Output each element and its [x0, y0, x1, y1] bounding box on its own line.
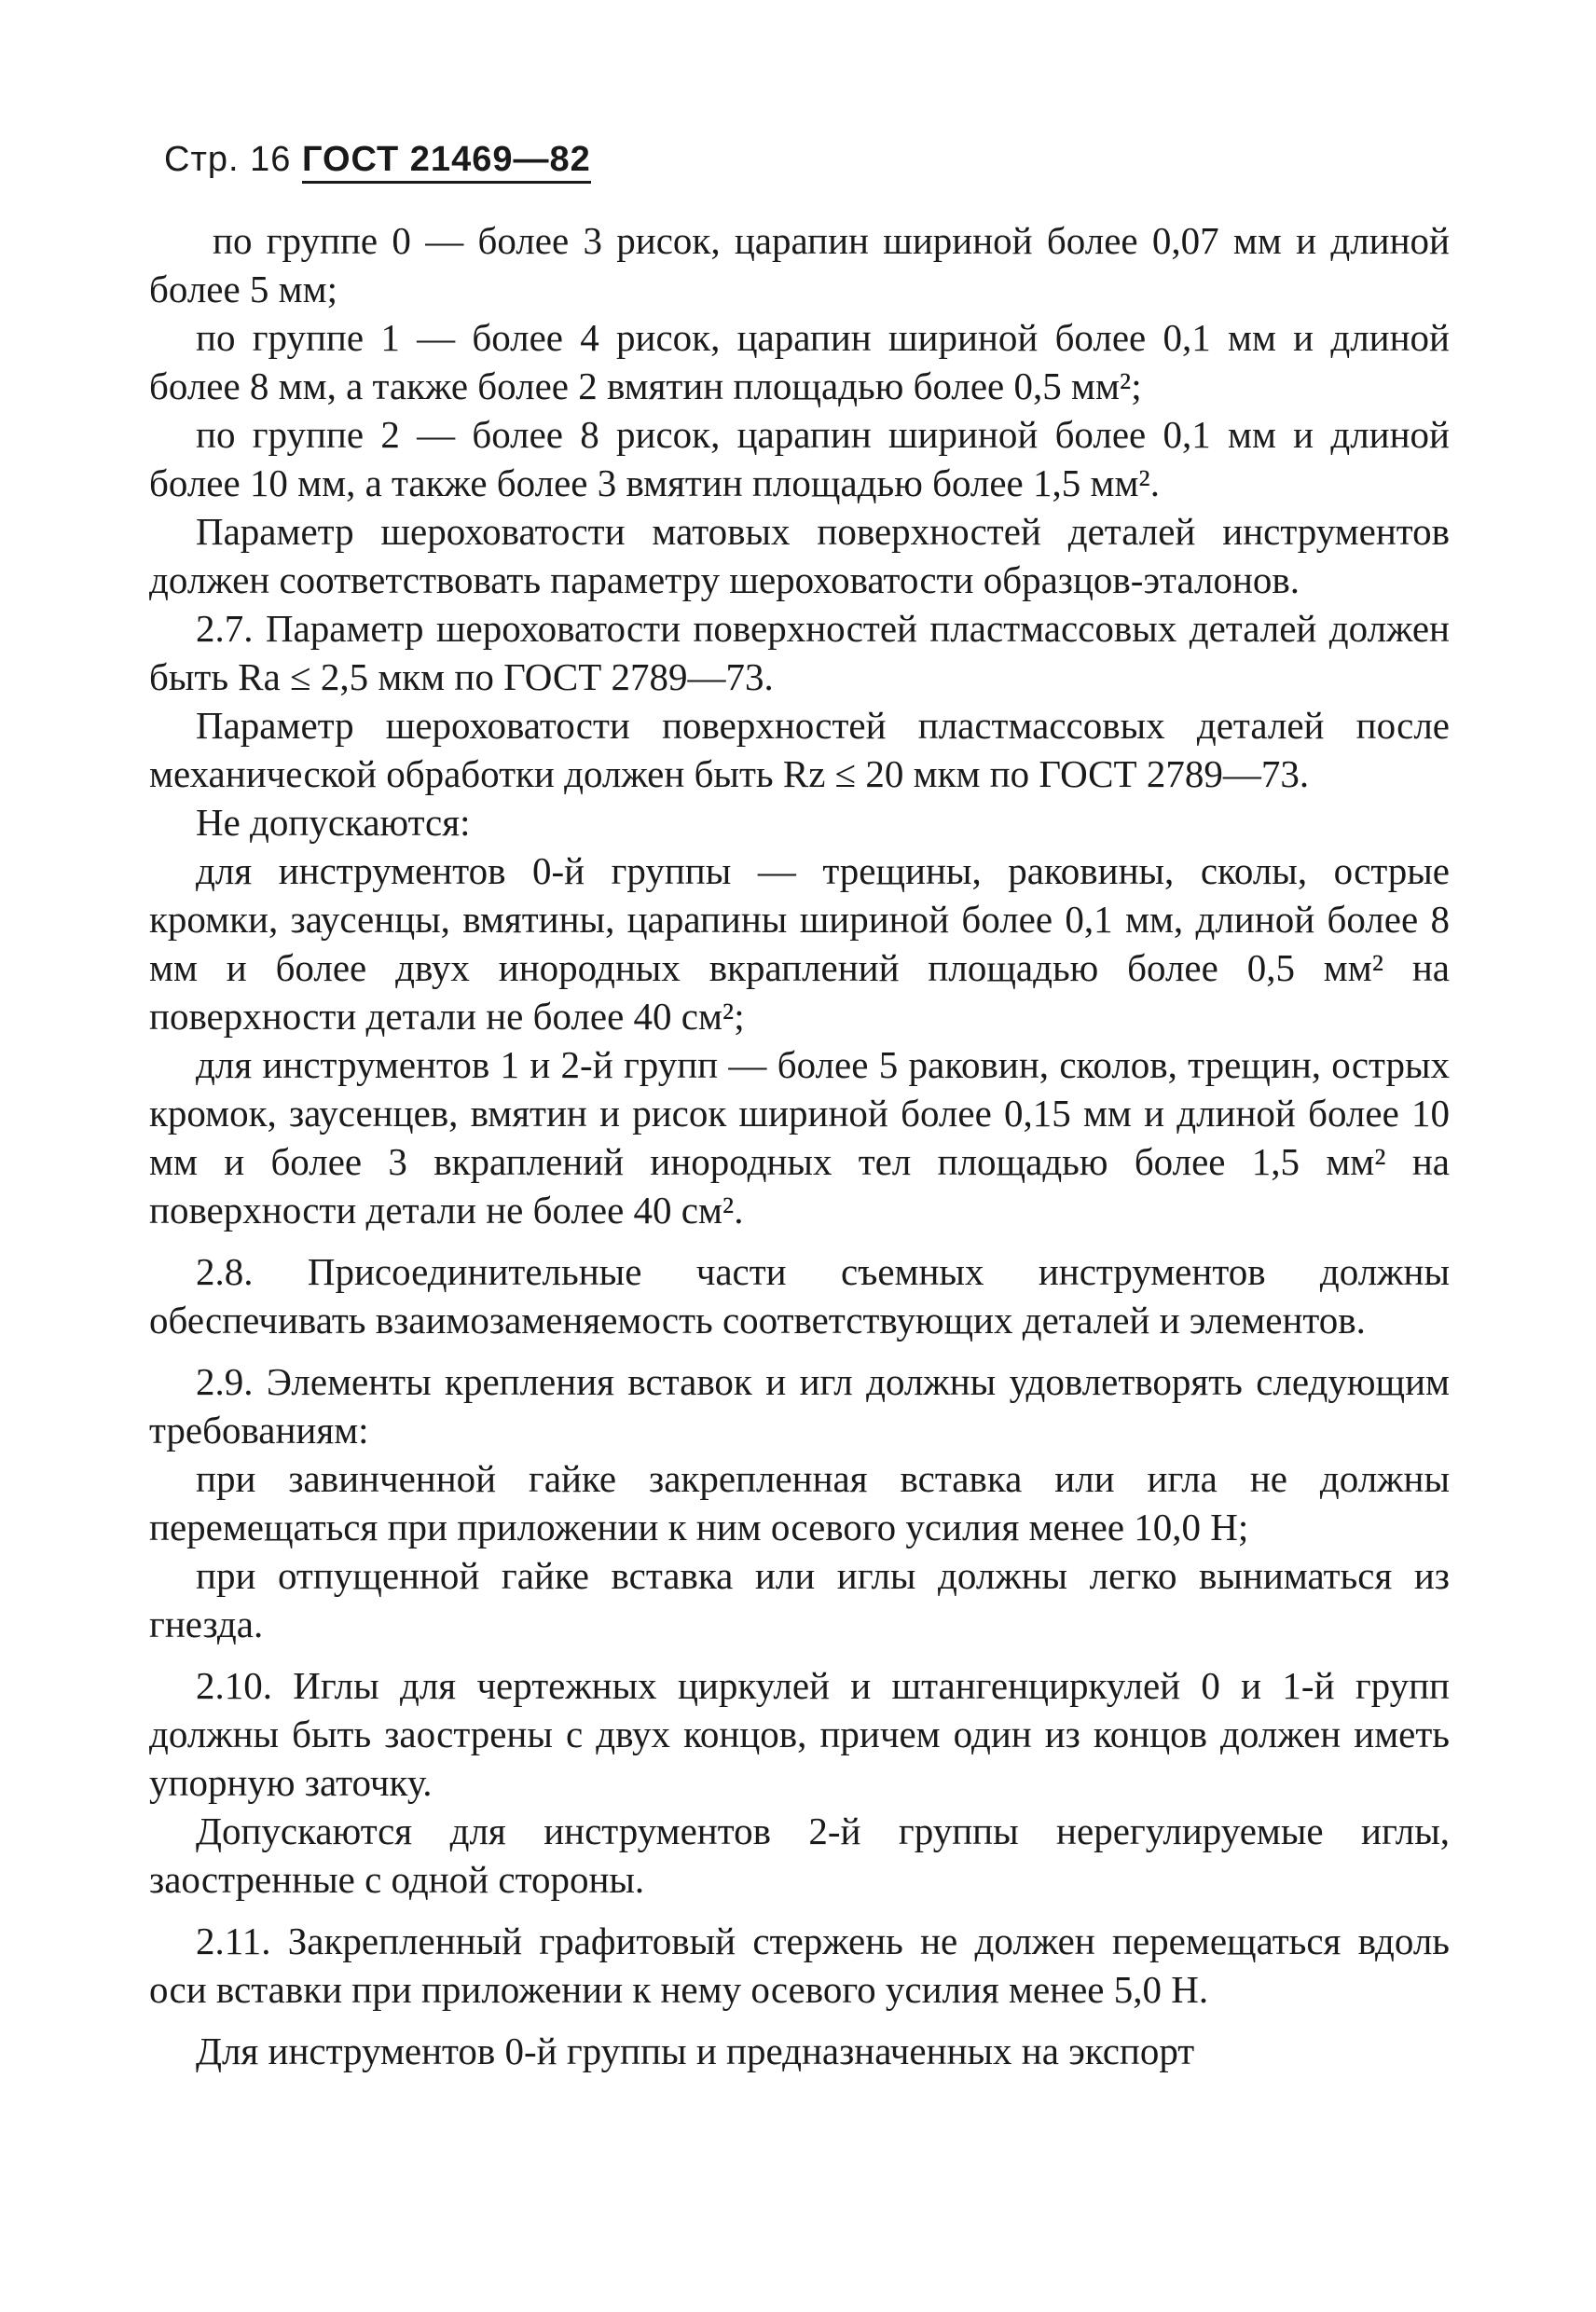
paragraph-p6: Параметр шероховатости поверхностей пластмассовых деталей после механической обработки должен быть Rz ≤ 20 мкм по ГОСТ 2789—73.: [149, 704, 1450, 795]
paragraph-p7: Не допускаются:: [196, 801, 471, 844]
paragraph-p8: для инструментов 0-й группы — трещины, раковины, сколы, острые кромки, заусенцы, вмятины, царапины шириной более 0,1 мм, длиной более 8 мм и более двух инородных вкраплений площадью более 0,5 мм² на поверхности детали не более 40 см²;: [149, 849, 1450, 1038]
paragraph-p4: Параметр шероховатости матовых поверхностей деталей инструментов должен соответствовать параметру шероховатости образцов-эталонов.: [149, 510, 1450, 601]
paragraph-p15: Допускаются для инструментов 2-й группы нерегулируемые иглы, заостренные с одной стороны.: [149, 1810, 1450, 1901]
paragraph-p5: 2.7. Параметр шероховатости поверхностей пластмассовых деталей должен быть Ra ≤ 2,5 мкм по ГОСТ 2789—73.: [149, 607, 1450, 698]
paragraph-p9: для инструментов 1 и 2-й групп — более 5 раковин, сколов, трещин, острых кромок, заусенцев, вмятин и рисок шириной более 0,15 мм и длиной более 10 мм и более 3 вкраплений инородных тел площадью более 1,5 мм² на поверхности детали не более 40 см².: [149, 1043, 1450, 1232]
paragraph-p17: Для инструментов 0-й группы и предназначенных на экспорт: [196, 2030, 1195, 2072]
standard-number: ГОСТ 21469—82: [302, 140, 591, 184]
page-number: Стр. 16: [164, 140, 292, 179]
paragraph-p13: при отпущенной гайке вставка или иглы должны легко выниматься из гнезда.: [149, 1554, 1450, 1645]
paragraph-p3: по группе 2 — более 8 рисок, царапин шириной более 0,1 мм и длиной более 10 мм, а также более 3 вмятин площадью более 1,5 мм².: [149, 413, 1450, 504]
paragraph-p12: при завинченной гайке закрепленная вставка или игла не должны перемещаться при приложении к ним осевого усилия менее 10,0 Н;: [149, 1457, 1450, 1548]
document-body: [149, 216, 1450, 2075]
paragraph-p11: 2.9. Элементы крепления вставок и игл должны удовлетворять следующим требованиям:: [149, 1360, 1450, 1452]
paragraph-p1: по группе 0 — более 3 рисок, царапин шириной более 0,07 мм и длиной более 5 мм;: [149, 219, 1450, 310]
page-header: [164, 140, 591, 180]
paragraph-p14: 2.10. Иглы для чертежных циркулей и штангенциркулей 0 и 1-й групп должны быть заострены с двух концов, причем один из концов должен иметь упорную заточку.: [149, 1664, 1450, 1804]
paragraph-p2: по группе 1 — более 4 рисок, царапин шириной более 0,1 мм и длиной более 8 мм, а также более 2 вмятин площадью более 0,5 мм²;: [149, 316, 1450, 407]
paragraph-p16: 2.11. Закрепленный графитовый стержень не должен перемещаться вдоль оси вставки при приложении к нему осевого усилия менее 5,0 Н.: [149, 1920, 1450, 2011]
paragraph-p10: 2.8. Присоединительные части съемных инструментов должны обеспечивать взаимозаменяемость соответствующих деталей и элементов.: [149, 1250, 1450, 1342]
